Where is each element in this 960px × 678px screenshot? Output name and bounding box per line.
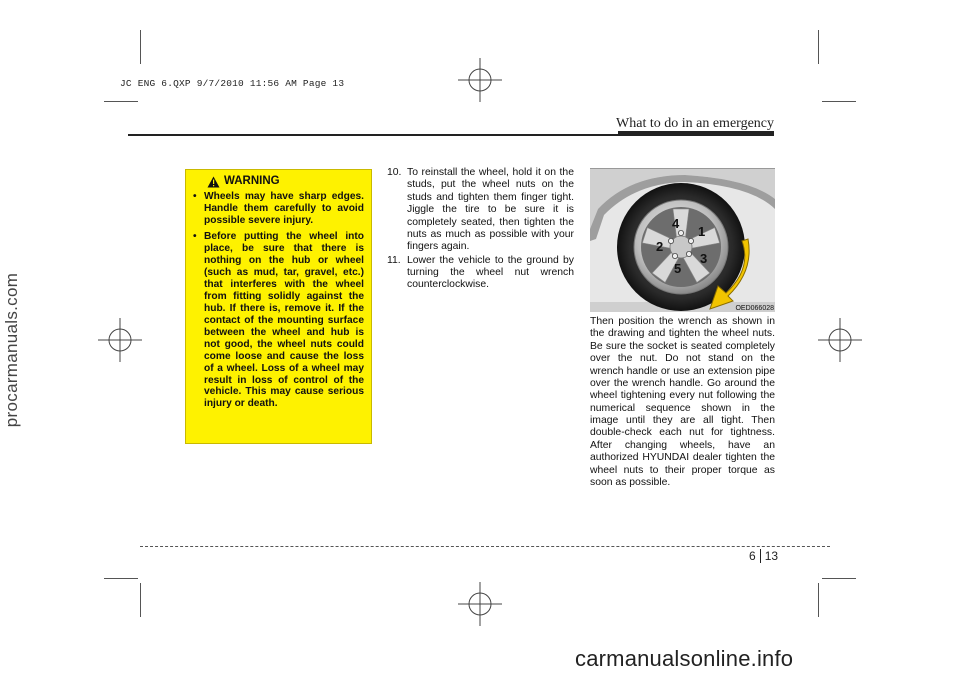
step-number: 10. <box>387 167 402 178</box>
section-title: What to do in an emergency <box>616 116 774 131</box>
header-rule-accent <box>618 131 774 136</box>
step-text: Lower the vehicle to the ground by turning the wheel nut wrench counterclockwise. <box>407 254 574 291</box>
left-watermark[interactable] <box>0 170 24 530</box>
steps-list <box>387 167 574 293</box>
warning-header <box>207 175 364 188</box>
nut-label: 3 <box>700 251 708 266</box>
warning-list <box>193 191 364 410</box>
step-10 <box>387 167 574 254</box>
figure-code: OED066028 <box>735 305 774 312</box>
step-text: To reinstall the wheel, hold it on the studs, put the wheel nuts on the studs and tighten them finger tight. Jiggle the tire to be sure it is completely seated, then tighten the nuts as much as possible with your fingers again. <box>407 167 574 253</box>
nut-label: 5 <box>674 261 682 276</box>
instruction-paragraph: Then position the wrench as shown in the drawing and tighten the wheel nuts. Be sure the socket is seated completely over the nut. Do not stand on the wrench handle or use an extension pipe over the wrench handle. Go around the wheel tightening every nut following the numerical sequence shown in the image until they are all tight. Then double-check each nut for tightness. After changing wheels, have an authorized HYUNDAI dealer tighten the wheel nuts to their proper torque as soon as possible. <box>590 316 775 488</box>
warning-triangle-icon <box>207 176 220 188</box>
warning-item: • Wheels may have sharp edges. Handle them carefully to avoid possible severe injury. <box>193 191 364 227</box>
warning-item: • Before putting the wheel into place, be sure that there is nothing on the hub or wheel (such as mud, tar, gravel, etc.) that interferes with the wheel from fitting solidly against the hub. If there is, remove it. If the contact of the mounting surface between the wheel and hub is not good, the wheel nuts could come loose and cause the loss of a wheel. Loss of a wheel may result in loss of control of the vehicle. This may cause serious injury or death. <box>193 231 364 410</box>
warning-title: WARNING <box>224 175 280 187</box>
registration-mark-right <box>818 318 862 362</box>
page-number <box>749 549 778 563</box>
nut-label: 4 <box>672 216 680 231</box>
wheel-illustration <box>590 168 775 312</box>
warning-box <box>185 169 372 444</box>
nut-label: 1 <box>698 224 706 239</box>
registration-mark-top <box>458 58 502 102</box>
bottom-watermark[interactable]: carmanualsonline.info <box>575 646 794 671</box>
footer-dashed-rule <box>140 546 830 547</box>
chapter-number: 6 <box>749 549 756 563</box>
wheel-drawing <box>590 169 775 312</box>
page-number-divider <box>760 549 761 563</box>
page-index: 13 <box>764 549 779 563</box>
print-slug: JC ENG 6.QXP 9/7/2010 11:56 AM Page 13 <box>120 78 345 89</box>
registration-mark-bottom <box>458 582 502 626</box>
step-11 <box>387 255 574 292</box>
step-number: 11. <box>387 254 401 266</box>
nut-label: 2 <box>656 239 664 254</box>
left-watermark-text: procarmanuals.com <box>2 272 21 428</box>
registration-mark-left <box>98 318 142 362</box>
